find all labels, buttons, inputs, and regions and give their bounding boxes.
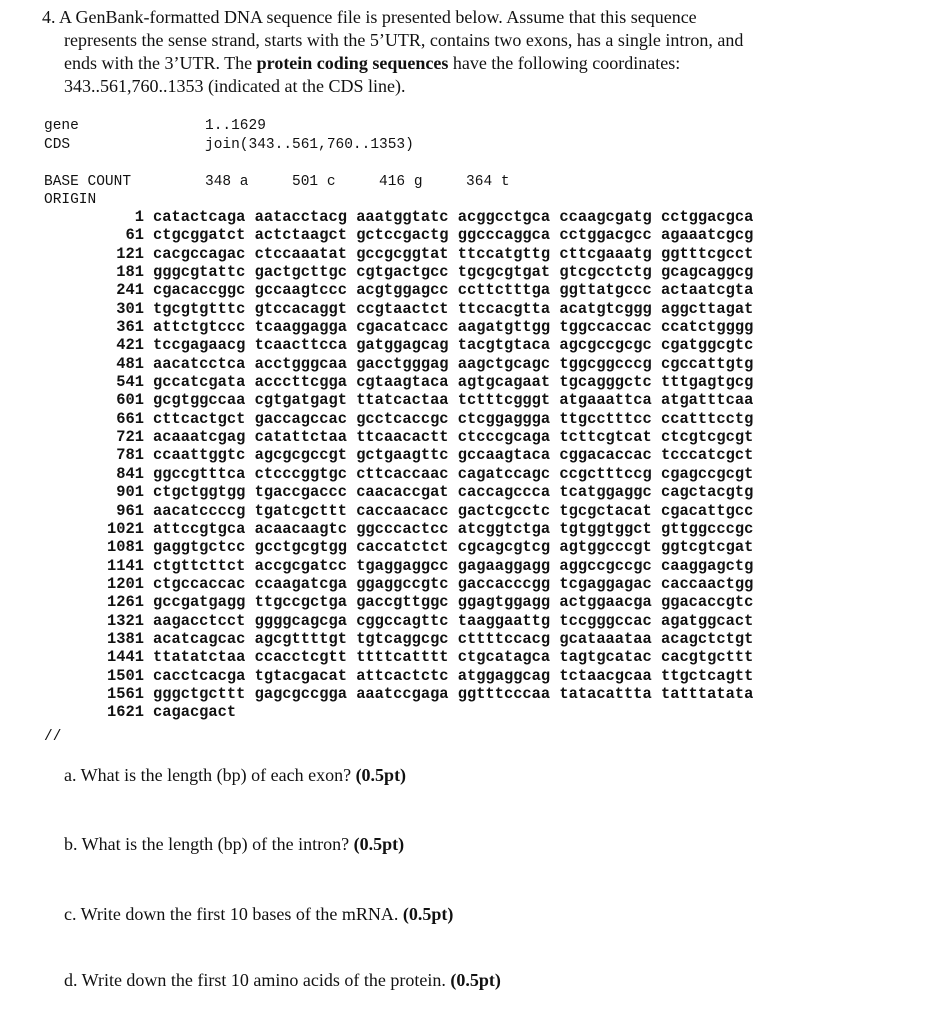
sequence-position: 1021 xyxy=(107,519,144,538)
sequence-bases: cttcactgct gaccagccac gcctcaccgc ctcggaggga ttgcctttcc ccatttcctg xyxy=(153,409,754,428)
sequence-row xyxy=(96,226,753,244)
sequence-bases: aagacctcct ggggcagcga cggccagttc taaggaattg tccgggccac agatggcact xyxy=(153,611,754,630)
subquestion-a-points: (0.5pt) xyxy=(355,765,407,785)
sequence-bases: cagacgact xyxy=(153,703,237,722)
subquestion-a xyxy=(64,764,406,786)
cds-label: CDS xyxy=(44,137,71,153)
sequence-position: 121 xyxy=(116,244,144,263)
sequence-bases: gggctgcttt gagcgccgga aaatccgaga ggtttcccaa tatacattta tatttatata xyxy=(153,684,754,703)
sequence-position: 421 xyxy=(116,336,144,355)
sequence-position: 721 xyxy=(116,428,144,447)
sequence-block xyxy=(96,208,753,722)
subquestion-b-points: (0.5pt) xyxy=(353,834,405,854)
subquestion-d-text: d. Write down the first 10 amino acids of the protein. xyxy=(64,970,451,990)
sequence-bases: aacatccccg tgatcgcttt caccaacacc gactcgcctc tgcgctacat cgacattgcc xyxy=(153,501,754,520)
sequence-position: 181 xyxy=(116,263,144,282)
sequence-row xyxy=(96,685,753,703)
sequence-bases: ctgctggtgg tgaccgaccc caacaccgat caccagccca tcatggaggc cagctacgtg xyxy=(153,483,754,502)
sequence-row xyxy=(96,575,753,593)
question-line-2: represents the sense strand, starts with the 5’UTR, contains two exons, has a single intron, and xyxy=(64,30,744,50)
question-text xyxy=(42,6,902,98)
sequence-bases: ctgcggatct actctaagct gctccgactg ggcccaggca cctggacgcc agaaatcgcg xyxy=(153,226,754,245)
sequence-position: 1261 xyxy=(107,593,144,612)
sequence-position: 1561 xyxy=(107,684,144,703)
sequence-row xyxy=(96,208,753,226)
question-line-3-post: have the following coordinates: xyxy=(448,53,681,73)
sequence-position: 1201 xyxy=(107,574,144,593)
sequence-position: 361 xyxy=(116,318,144,337)
subquestion-c-points: (0.5pt) xyxy=(402,904,454,924)
sequence-position: 301 xyxy=(116,299,144,318)
sequence-position: 1081 xyxy=(107,538,144,557)
sequence-row xyxy=(96,245,753,263)
sequence-row xyxy=(96,667,753,685)
sequence-bases: ctgccaccac ccaagatcga ggaggccgtc gaccacccgg tcgaggagac caccaactgg xyxy=(153,574,754,593)
question-line-3-bold: protein coding sequences xyxy=(256,53,449,73)
sequence-position: 1381 xyxy=(107,629,144,648)
sequence-bases: aacatcctca acctgggcaa gacctgggag aagctgcagc tggcggcccg cgccattgtg xyxy=(153,354,754,373)
sequence-row xyxy=(96,630,753,648)
sequence-row xyxy=(96,281,753,299)
sequence-position: 541 xyxy=(116,373,144,392)
subquestion-d-points: (0.5pt) xyxy=(450,970,501,990)
sequence-bases: ctgttcttct accgcgatcc tgaggaggcc gagaaggagg aggccgccgc caaggagctg xyxy=(153,556,754,575)
sequence-bases: ccaattggtc agcgcgccgt gctgaagttc gccaagtaca cggacaccac tcccatcgct xyxy=(153,446,754,465)
sequence-position: 1441 xyxy=(107,648,144,667)
sequence-position: 901 xyxy=(116,483,144,502)
subquestion-b-text: b. What is the length (bp) of the intron? xyxy=(64,834,354,854)
end-marker: // xyxy=(44,729,62,745)
sequence-bases: acatcagcac agcgttttgt tgtcaggcgc cttttccacg gcataaataa acagctctgt xyxy=(153,629,754,648)
sequence-bases: cgacaccggc gccaagtccc acgtggagcc ccttctttga ggttatgccc actaatcgta xyxy=(153,281,754,300)
sequence-row xyxy=(96,263,753,281)
sequence-bases: ggccgtttca ctcccggtgc cttcaccaac cagatccagc ccgctttccg cgagccgcgt xyxy=(153,464,754,483)
sequence-bases: catactcaga aatacctacg aaatggtatc acggcctgca ccaagcgatg cctggacgca xyxy=(153,208,754,226)
sequence-bases: gccgatgagg ttgccgctga gaccgttggc ggagtggagg actggaacga ggacaccgtc xyxy=(153,593,754,612)
sequence-row xyxy=(96,648,753,666)
question-line-3 xyxy=(42,52,902,75)
gene-value: 1..1629 xyxy=(205,118,266,134)
sequence-position: 601 xyxy=(116,391,144,410)
question-line-4: 343..561,760..1353 (indicated at the CDS line). xyxy=(64,76,406,96)
sequence-row xyxy=(96,391,753,409)
sequence-position: 961 xyxy=(116,501,144,520)
sequence-position: 1621 xyxy=(107,703,144,722)
sequence-bases: gccatcgata acccttcgga cgtaagtaca agtgcagaat tgcagggctc tttgagtgcg xyxy=(153,373,754,392)
subquestion-c xyxy=(64,903,453,925)
sequence-row xyxy=(96,557,753,575)
sequence-position: 661 xyxy=(116,409,144,428)
sequence-row xyxy=(96,483,753,501)
subquestion-b xyxy=(64,833,404,855)
sequence-row xyxy=(96,520,753,538)
sequence-position: 841 xyxy=(116,464,144,483)
sequence-row xyxy=(96,300,753,318)
base-count-value: 348 a 501 c 416 g 364 t xyxy=(205,174,510,190)
sequence-bases: ttatatctaa ccacctcgtt ttttcatttt ctgcatagca tagtgcatac cacgtgcttt xyxy=(153,648,754,667)
sequence-row xyxy=(96,465,753,483)
sequence-bases: attctgtccc tcaaggagga cgacatcacc aagatgttgg tggccaccac ccatctgggg xyxy=(153,318,754,337)
sequence-bases: cacctcacga tgtacgacat attcactctc atggaggcag tctaacgcaa ttgctcagtt xyxy=(153,666,754,685)
subquestion-c-text: c. Write down the first 10 bases of the mRNA. xyxy=(64,904,403,924)
sequence-position: 1321 xyxy=(107,611,144,630)
sequence-bases: cacgccagac ctccaaatat gccgcggtat ttccatgttg cttcgaaatg ggtttcgcct xyxy=(153,244,754,263)
sequence-bases: acaaatcgag catattctaa ttcaacactt ctcccgcaga tcttcgtcat ctcgtcgcgt xyxy=(153,428,754,447)
sequence-row xyxy=(96,703,753,721)
sequence-row xyxy=(96,446,753,464)
sequence-row xyxy=(96,428,753,446)
base-count-label: BASE COUNT xyxy=(44,174,132,190)
sequence-bases: gaggtgctcc gcctgcgtgg caccatctct cgcagcgtcg agtggcccgt ggtcgtcgat xyxy=(153,538,754,557)
sequence-position: 241 xyxy=(116,281,144,300)
sequence-row xyxy=(96,410,753,428)
sequence-bases: tgcgtgtttc gtccacaggt ccgtaactct ttccacgtta acatgtcggg aggcttagat xyxy=(153,299,754,318)
sequence-position: 781 xyxy=(116,446,144,465)
question-line-3-pre: ends with the 3’UTR. The xyxy=(64,53,257,73)
sequence-row xyxy=(96,355,753,373)
sequence-bases: tccgagaacg tcaacttcca gatggagcag tacgtgtaca agcgccgcgc cgatggcgtc xyxy=(153,336,754,355)
sequence-row xyxy=(96,538,753,556)
sequence-position: 1501 xyxy=(107,666,144,685)
sequence-row xyxy=(96,318,753,336)
question-line-1: 4. A GenBank-formatted DNA sequence file is presented below. Assume that this sequence xyxy=(42,7,697,27)
sequence-row xyxy=(96,502,753,520)
subquestion-a-text: a. What is the length (bp) of each exon? xyxy=(64,765,356,785)
cds-value: join(343..561,760..1353) xyxy=(205,137,414,153)
sequence-position: 1141 xyxy=(107,556,144,575)
sequence-row xyxy=(96,336,753,354)
origin-label: ORIGIN xyxy=(44,192,97,208)
sequence-row xyxy=(96,593,753,611)
sequence-position: 481 xyxy=(116,354,144,373)
subquestion-d xyxy=(64,969,501,991)
sequence-position: 1 xyxy=(134,208,144,226)
gene-label: gene xyxy=(44,118,79,134)
sequence-bases: attccgtgca acaacaagtc ggcccactcc atcggtctga tgtggtggct gttggcccgc xyxy=(153,519,754,538)
sequence-row xyxy=(96,612,753,630)
sequence-position: 61 xyxy=(125,226,144,245)
sequence-bases: gcgtggccaa cgtgatgagt ttatcactaa tctttcgggt atgaaattca atgatttcaa xyxy=(153,391,754,410)
sequence-row xyxy=(96,373,753,391)
sequence-bases: gggcgtattc gactgcttgc cgtgactgcc tgcgcgtgat gtcgcctctg gcagcaggcg xyxy=(153,263,754,282)
